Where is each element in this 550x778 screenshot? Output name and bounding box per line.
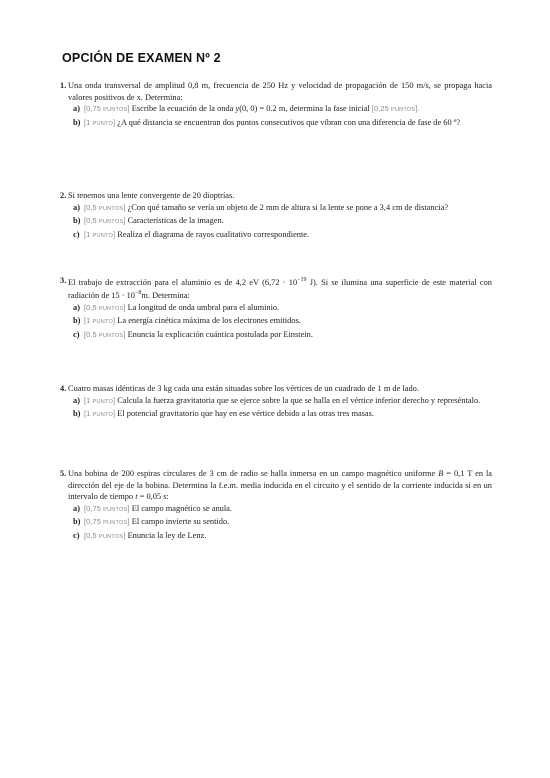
points-badge: [1 PUNTO] bbox=[84, 229, 116, 239]
item-letter: a) bbox=[73, 302, 80, 312]
question-5c: c) [0,5 PUNTOS] Enuncia la ley de Lenz. bbox=[73, 530, 207, 540]
question-2 bbox=[60, 190, 492, 242]
question-3b: b) [1 PUNTO] La energía cinética máxima de los electrones emitidos. bbox=[73, 316, 301, 326]
points-badge: [0,75 PUNTOS] bbox=[84, 517, 130, 527]
question-3 bbox=[60, 275, 492, 343]
question-number: 5. bbox=[60, 469, 67, 478]
item-letter: b) bbox=[73, 316, 81, 326]
question-1b: b) [1 PUNTO] ¿A qué distancia se encuentran dos puntos consecutivos que vibran con una diferencia de fase de 60 º? bbox=[73, 117, 461, 127]
question-2b: b) [0,5 PUNTOS] Características de la imagen. bbox=[73, 216, 224, 226]
item-letter: b) bbox=[73, 117, 81, 127]
question-1 bbox=[60, 80, 492, 130]
points-badge: [1 PUNTO] bbox=[84, 395, 116, 405]
item-letter: b) bbox=[73, 216, 81, 226]
item-letter: b) bbox=[73, 409, 81, 419]
points-badge: [0,75 PUNTOS] bbox=[84, 104, 130, 114]
item-letter: a) bbox=[73, 202, 80, 212]
points-badge: [0,5 PUNTOS] bbox=[84, 216, 126, 226]
item-letter: a) bbox=[73, 104, 80, 114]
question-2-statement: 2. Si tenemos una lente convergente de 20 dioptrías. bbox=[60, 191, 235, 200]
points-badge: [0,75 PUNTOS] bbox=[84, 503, 130, 513]
question-2c: c) [1 PUNTO] Realiza el diagrama de rayos cualitativo correspondiente. bbox=[73, 229, 310, 239]
item-letter: b) bbox=[73, 517, 81, 527]
question-number: 3. bbox=[60, 276, 67, 285]
question-number: 2. bbox=[60, 191, 67, 200]
item-letter: c) bbox=[73, 329, 80, 339]
points-badge: [1 PUNTO] bbox=[84, 117, 116, 127]
question-number: 4. bbox=[60, 384, 67, 393]
item-letter: a) bbox=[73, 395, 80, 405]
points-badge: [0,5 PUNTOS] bbox=[84, 530, 126, 540]
points-badge: [0,5 PUNTOS] bbox=[84, 202, 126, 212]
question-5 bbox=[60, 468, 492, 544]
question-1-statement: 1. Una onda transversal de amplitud 0,8 m, frecuencia de 250 Hz y velocidad de propagación de 150 m/s, se propaga hacia valores positivos de x. Determina: bbox=[60, 81, 492, 102]
question-4b: b) [1 PUNTO] El potencial gravitatorio que hay en ese vértice debido a las otras tres masas. bbox=[73, 409, 375, 419]
item-letter: a) bbox=[73, 503, 80, 513]
question-2a: a) [0,5 PUNTOS] ¿Con qué tamaño se vería un objeto de 2 mm de altura si la lente se pone a 3,4 cm de distancia? bbox=[73, 202, 449, 212]
question-5-statement: 5. Una bobina de 200 espiras circulares de 3 cm de radio se halla inmersa en un campo magnético uniforme B = 0,1 T en la dirección del eje de la bobina. Determina la f.e.m. media inducida en el circuito y el sentido de la corriente inducida si en un intervalo de tiempo t = 0,05 s: bbox=[60, 469, 492, 502]
question-5a: a) [0,75 PUNTOS] El campo magnético se anula. bbox=[73, 503, 232, 513]
question-4-statement: 4. Cuatro masas idénticas de 3 kg cada una están situadas sobre los vértices de un cuadrado de 1 m de lado. bbox=[60, 384, 419, 393]
question-3-statement: 3. El trabajo de extracción para el aluminio es de 4,2 eV ($6,72 \cdot 10^{-19}$ J). Si se ilumina una superficie de este material con radiación de $15 \cdot 10^{-8}m$. Determina: bbox=[60, 276, 492, 301]
points-badge: [0,25 PUNTOS]. bbox=[371, 104, 420, 114]
points-badge: [0,5 PUNTOS] bbox=[84, 302, 126, 312]
question-5b: b) [0,75 PUNTOS] El campo invierte su sentido. bbox=[73, 517, 230, 527]
question-4 bbox=[60, 383, 492, 422]
question-4a: a) [1 PUNTO] Calcula la fuerza gravitatoria que se ejerce sobre la que se halla en el vértice inferior derecho y represéntalo. bbox=[73, 395, 481, 405]
question-number: 1. bbox=[60, 81, 67, 90]
page-title: OPCIÓN DE EXAMEN Nº 2 bbox=[62, 51, 221, 65]
points-badge: [1 PUNTO] bbox=[84, 316, 116, 326]
item-letter: c) bbox=[73, 530, 80, 540]
item-letter: c) bbox=[73, 229, 80, 239]
question-3a: a) [0,5 PUNTOS] La longitud de onda umbral para el aluminio. bbox=[73, 302, 280, 312]
points-badge: [0,5 PUNTOS] bbox=[84, 329, 126, 339]
question-1a: a) [0,75 PUNTOS] Escribe la ecuación de la onda y(0, 0) = 0.2 m, determina la fase inicial [0,25 PUNTOS]. bbox=[73, 104, 420, 114]
points-badge: [1 PUNTO] bbox=[84, 409, 116, 419]
question-3c: c) [0,5 PUNTOS] Enuncia la explicación cuántica postulada por Einstein. bbox=[73, 329, 313, 339]
